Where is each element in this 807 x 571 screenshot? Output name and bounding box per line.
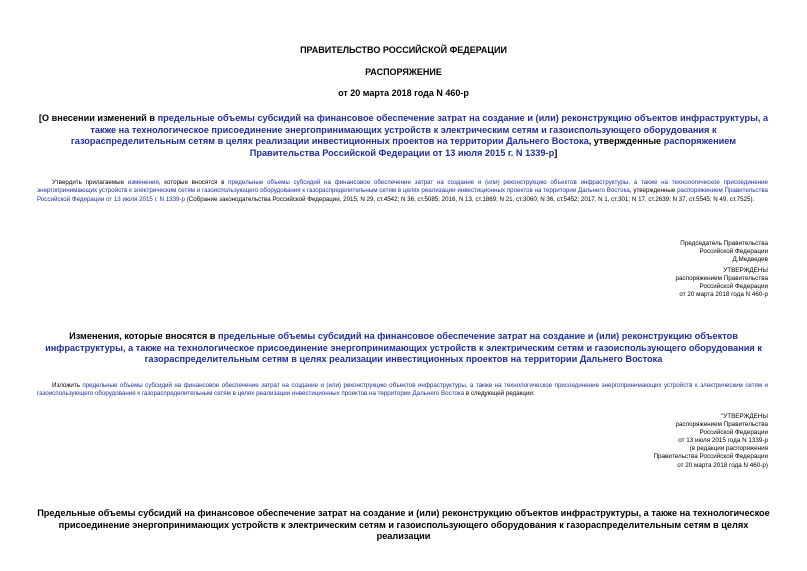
body-paragraph-approve [37,179,768,204]
changes-paragraph [37,382,768,399]
approved2-line-5: (в редакции распоряжения [689,445,768,453]
signature-line-2: Российской Федерации [699,248,768,256]
signature-block [560,240,768,264]
approved1-line-3: Российской Федерации [699,283,768,291]
title-open: [О внесении изменений в [38,113,158,123]
changes-text-2: в следующей редакции: [464,390,535,398]
body1-link-order[interactable]: распоряжением Правительства Российской Федерации от 13 июля 2015 г. N 1339-р [37,187,768,203]
body1-text-3: , утвержденные [629,187,678,195]
approved-block-2 [560,413,768,470]
document-type: РАСПОРЯЖЕНИЕ [365,67,442,77]
title-middle: , утвержденные [588,136,664,146]
approved2-line-6: Правительства Российской Федерации [653,453,768,461]
changes-link[interactable]: предельные объемы субсидий на финансовое обеспечение затрат на создание и (или) реконструкцию объектов инфраструктуры, а также на технологическое присоединение энергопринимающих устройств к электрическим сетям и газоиспользующего оборудования к газораспределительным сетям в целях реализации инвестиционных проектов на территории Дальнего Востока [37,382,768,398]
document-title [36,113,771,159]
body1-text-2: , которые вносятся в [158,179,229,186]
approved2-line-1: "УТВЕРЖДЕНЫ [720,413,768,420]
approved1-line-4: от 20 марта 2018 года N 460-р [679,291,768,299]
changes-section-title [36,331,771,366]
approved2-line-2: распоряжением Правительства [675,421,768,429]
body1-text-1: Утвердить прилагаемые [52,179,128,186]
signature-line-3: Д.Медведев [732,256,768,264]
limits-table-title: Предельные объемы субсидий на финансовое обеспечение затрат на создание и (или) реконструкцию объектов инфраструктуры, а также на технологическое присоединение энергопринимающих устройств к электрическим сетям и газоиспользующего оборудования к газораспределительным сетям в целях реализации [37,508,770,541]
changes-text-1: Изложить [52,382,83,389]
signature-line-1: Председатель Правительства [680,240,768,247]
document-date-number: от 20 марта 2018 года N 460-р [338,88,469,98]
body1-text-4: (Собрание законодательства Российской Федерации, 2015, N 29, ст.4542; N 36, ст.5085; 2016, N 13, ст.1869; N 21, ст.3060; N 36, ст.5452; 2017, N 1, ст.301; N 17, ст.2639; N 37, ст.5545; N 49, ст.7525). [184,195,755,203]
body1-link-limits[interactable]: предельные объемы субсидий на финансовое обеспечение затрат на создание и (или) реконструкцию объектов инфраструктуры, а также на технологическое присоединение энергопринимающих устройств к электрическим сетям и газоиспользующего оборудования к газораспределительным сетям в целях реализации инвестиционных проектов на территории Дальнего Востока [37,179,768,195]
approved1-line-2: распоряжением Правительства [675,275,768,283]
title-close: ] [554,147,558,158]
approved2-line-7: от 20 марта 2018 года N 460-р) [677,461,768,469]
body1-link-changes[interactable]: изменения [127,179,159,186]
changes-title-plain: Изменения, которые вносятся в [69,331,219,341]
title-link-subsidies[interactable]: предельные объемы субсидий на финансовое обеспечение затрат на создание и (или) реконструкцию объектов инфраструктуры, а также на технологическое присоединение энергопринимающих устройств к электрическим сетям и газоиспользующего оборудования к газораспределительным сетям в целях реализации инвестиционных проектов на территории Дальнего Востока [70,113,769,146]
approved1-line-1: УТВЕРЖДЕНЫ [723,267,768,274]
government-heading: ПРАВИТЕЛЬСТВО РОССИЙСКОЙ ФЕДЕРАЦИИ [300,45,507,55]
approved2-line-4: от 13 июля 2015 года N 1339-р [678,437,768,445]
approved2-line-3: Российской Федерации [699,429,768,437]
title-link-order[interactable]: распоряжением Правительства Российской Федерации от 13 июля 2015 г. N 1339-р [249,136,737,158]
changes-title-link[interactable]: предельные объемы субсидий на финансовое обеспечение затрат на создание и (или) реконструкцию объектов инфраструктуры, а также на технологическое присоединение энергопринимающих устройств к электрическим сетям и газоиспользующего оборудования к газораспределительным сетям в целях реализации инвестиционных проектов на территории Дальнего Востока [45,331,762,364]
approved-block-1 [560,267,768,299]
